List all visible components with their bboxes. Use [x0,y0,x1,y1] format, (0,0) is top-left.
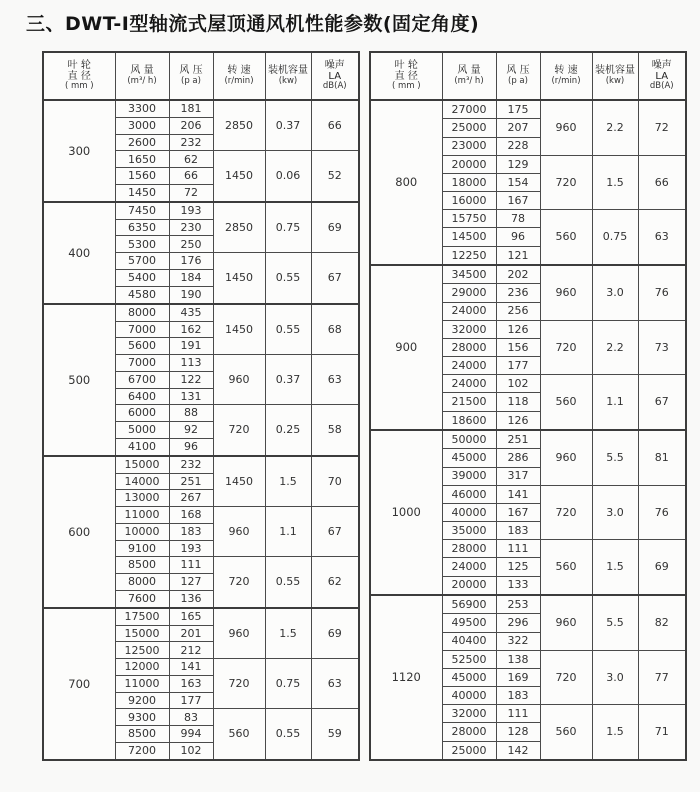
speed-cell: 2850 [213,100,265,151]
noise-cell: 76 [638,265,686,320]
noise-cell: 62 [311,557,359,608]
pressure-cell: 142 [496,741,540,760]
pressure-cell: 111 [496,705,540,723]
noise-cell: 66 [638,155,686,210]
speed-cell: 960 [540,100,592,155]
pressure-cell: 177 [169,692,213,709]
pressure-cell: 230 [169,219,213,236]
pressure-cell: 176 [169,253,213,270]
flow-cell: 24000 [442,558,496,576]
pressure-cell: 122 [169,371,213,388]
power-cell: 0.75 [592,210,638,265]
power-cell: 1.5 [592,540,638,595]
power-cell: 0.55 [265,557,311,608]
flow-cell: 7000 [115,321,169,338]
speed-cell: 1450 [213,456,265,507]
power-cell: 1.5 [592,705,638,760]
flow-cell: 16000 [442,192,496,210]
pressure-cell: 168 [169,507,213,524]
flow-cell: 12500 [115,642,169,659]
pressure-cell: 175 [496,100,540,119]
pressure-cell: 156 [496,338,540,356]
flow-cell: 45000 [442,668,496,686]
flow-cell: 7000 [115,355,169,372]
pressure-cell: 193 [169,202,213,219]
col-header-speed: 转 速 (r/min) [540,52,592,100]
pressure-cell: 154 [496,173,540,191]
power-cell: 0.55 [265,304,311,355]
left-table-body [43,100,359,760]
flow-cell: 7200 [115,742,169,760]
flow-cell: 32000 [442,705,496,723]
flow-cell: 25000 [442,119,496,137]
pressure-cell: 165 [169,608,213,625]
page-title: 三、DWT-I型轴流式屋顶通风机性能参数(固定角度) [26,13,480,35]
power-cell: 0.75 [265,202,311,253]
speed-cell: 960 [213,507,265,557]
flow-cell: 11000 [115,507,169,524]
flow-cell: 12250 [442,246,496,265]
pressure-cell: 167 [496,192,540,210]
flow-cell: 28000 [442,338,496,356]
flow-cell: 8500 [115,557,169,574]
pressure-cell: 183 [496,687,540,705]
flow-cell: 8000 [115,574,169,591]
flow-cell: 7450 [115,202,169,219]
pressure-cell: 228 [496,137,540,155]
pressure-cell: 183 [169,523,213,540]
flow-cell: 5400 [115,269,169,286]
flow-cell: 18000 [442,173,496,191]
diameter-cell: 1000 [370,430,442,595]
pressure-cell: 126 [496,411,540,430]
flow-cell: 5600 [115,338,169,355]
power-cell: 1.5 [592,155,638,210]
pressure-cell: 83 [169,709,213,726]
speed-cell: 560 [540,210,592,265]
power-cell: 1.5 [265,456,311,507]
pressure-cell: 206 [169,117,213,134]
pressure-cell: 136 [169,590,213,607]
diameter-cell: 400 [43,202,115,304]
noise-cell: 68 [311,304,359,355]
flow-cell: 4580 [115,286,169,303]
diameter-cell: 600 [43,456,115,608]
pressure-cell: 113 [169,355,213,372]
power-cell: 3.0 [592,265,638,320]
speed-cell: 720 [540,320,592,375]
speed-cell: 720 [540,650,592,705]
flow-cell: 5000 [115,422,169,439]
flow-cell: 25000 [442,741,496,760]
speed-cell: 2850 [213,202,265,253]
flow-cell: 24000 [442,375,496,393]
diameter-cell: 500 [43,304,115,456]
pressure-cell: 190 [169,286,213,303]
noise-cell: 67 [311,253,359,304]
pressure-cell: 129 [496,155,540,173]
power-cell: 1.1 [265,507,311,557]
power-cell: 3.0 [592,650,638,705]
speed-cell: 960 [540,595,592,650]
flow-cell: 17500 [115,608,169,625]
pressure-cell: 66 [169,168,213,185]
noise-cell: 67 [311,507,359,557]
table-row [43,304,359,321]
diameter-cell: 300 [43,100,115,202]
col-header-flow: 风 量 (m³/ h) [115,52,169,100]
col-header-noise: 噪声 LA dB(A) [638,52,686,100]
flow-cell: 5700 [115,253,169,270]
pressure-cell: 162 [169,321,213,338]
pressure-cell: 177 [496,357,540,375]
power-cell: 2.2 [592,320,638,375]
flow-cell: 18600 [442,411,496,430]
speed-cell: 960 [213,355,265,405]
pressure-cell: 250 [169,236,213,253]
pressure-cell: 163 [169,675,213,692]
right-performance-table [369,51,687,761]
power-cell: 2.2 [592,100,638,155]
speed-cell: 560 [213,709,265,760]
flow-cell: 2600 [115,134,169,151]
power-cell: 5.5 [592,595,638,650]
flow-cell: 3300 [115,100,169,117]
flow-cell: 21500 [442,393,496,411]
flow-cell: 32000 [442,320,496,338]
flow-cell: 40400 [442,632,496,650]
noise-cell: 72 [638,100,686,155]
table-row [43,100,359,117]
noise-cell: 77 [638,650,686,705]
noise-cell: 63 [311,659,359,709]
noise-cell: 58 [311,405,359,456]
speed-cell: 1450 [213,304,265,355]
flow-cell: 8500 [115,726,169,743]
pressure-cell: 251 [496,430,540,449]
pressure-cell: 141 [496,485,540,503]
speed-cell: 960 [213,608,265,659]
pressure-cell: 207 [496,119,540,137]
flow-cell: 50000 [442,430,496,449]
header-row [370,52,686,100]
noise-cell: 69 [311,202,359,253]
power-cell: 1.5 [265,608,311,659]
power-cell: 5.5 [592,430,638,485]
diameter-cell: 1120 [370,595,442,760]
pressure-cell: 183 [496,522,540,540]
speed-cell: 720 [540,485,592,540]
flow-cell: 15750 [442,210,496,228]
speed-cell: 720 [540,155,592,210]
flow-cell: 3000 [115,117,169,134]
power-cell: 0.55 [265,253,311,304]
pressure-cell: 138 [496,650,540,668]
flow-cell: 6000 [115,405,169,422]
noise-cell: 76 [638,485,686,540]
flow-cell: 11000 [115,675,169,692]
pressure-cell: 232 [169,134,213,151]
pressure-cell: 994 [169,726,213,743]
flow-cell: 9300 [115,709,169,726]
flow-cell: 28000 [442,723,496,741]
pressure-cell: 253 [496,595,540,614]
power-cell: 1.1 [592,375,638,430]
noise-cell: 82 [638,595,686,650]
pressure-cell: 127 [169,574,213,591]
tables-container [42,51,700,761]
diameter-cell: 800 [370,100,442,265]
diameter-cell: 700 [43,608,115,760]
table-row [370,100,686,119]
noise-cell: 81 [638,430,686,485]
pressure-cell: 202 [496,265,540,284]
pressure-cell: 267 [169,490,213,507]
noise-cell: 71 [638,705,686,760]
flow-cell: 1650 [115,151,169,168]
pressure-cell: 201 [169,625,213,642]
pressure-cell: 88 [169,405,213,422]
noise-cell: 66 [311,100,359,151]
flow-cell: 46000 [442,485,496,503]
flow-cell: 6400 [115,388,169,405]
flow-cell: 40000 [442,503,496,521]
flow-cell: 20000 [442,155,496,173]
pressure-cell: 133 [496,576,540,595]
table-row [43,608,359,625]
pressure-cell: 435 [169,304,213,321]
pressure-cell: 72 [169,184,213,201]
speed-cell: 1450 [213,151,265,202]
flow-cell: 35000 [442,522,496,540]
flow-cell: 9200 [115,692,169,709]
col-header-flow: 风 量 (m³/ h) [442,52,496,100]
speed-cell: 1450 [213,253,265,304]
left-performance-table [42,51,360,761]
flow-cell: 1450 [115,184,169,201]
flow-cell: 39000 [442,467,496,485]
pressure-cell: 128 [496,723,540,741]
flow-cell: 56900 [442,595,496,614]
speed-cell: 720 [213,557,265,608]
speed-cell: 720 [213,405,265,456]
diameter-cell: 900 [370,265,442,430]
pressure-cell: 184 [169,269,213,286]
pressure-cell: 256 [496,302,540,320]
pressure-cell: 181 [169,100,213,117]
table-row [370,595,686,614]
table-row [370,430,686,449]
power-cell: 0.06 [265,151,311,202]
flow-cell: 29000 [442,284,496,302]
col-header-diameter: 叶 轮 直 径 ( mm ) [43,52,115,100]
pressure-cell: 111 [169,557,213,574]
pressure-cell: 96 [169,438,213,455]
flow-cell: 23000 [442,137,496,155]
col-header-diameter: 叶 轮 直 径 ( mm ) [370,52,442,100]
noise-cell: 63 [311,355,359,405]
pressure-cell: 62 [169,151,213,168]
col-header-power: 装机容量 (kw) [592,52,638,100]
pressure-cell: 167 [496,503,540,521]
pressure-cell: 126 [496,320,540,338]
noise-cell: 67 [638,375,686,430]
flow-cell: 6700 [115,371,169,388]
pressure-cell: 121 [496,246,540,265]
noise-cell: 52 [311,151,359,202]
right-table-body [370,100,686,760]
table-row [43,456,359,473]
pressure-cell: 92 [169,422,213,439]
flow-cell: 45000 [442,449,496,467]
flow-cell: 15000 [115,625,169,642]
speed-cell: 560 [540,375,592,430]
col-header-noise: 噪声 LA dB(A) [311,52,359,100]
noise-cell: 59 [311,709,359,760]
table-row [370,265,686,284]
flow-cell: 40000 [442,687,496,705]
flow-cell: 24000 [442,357,496,375]
header-row [43,52,359,100]
pressure-cell: 78 [496,210,540,228]
flow-cell: 28000 [442,540,496,558]
speed-cell: 720 [213,659,265,709]
flow-cell: 14500 [442,228,496,246]
flow-cell: 20000 [442,576,496,595]
speed-cell: 960 [540,430,592,485]
flow-cell: 15000 [115,456,169,473]
right-table-header [370,52,686,100]
flow-cell: 34500 [442,265,496,284]
power-cell: 0.55 [265,709,311,760]
flow-cell: 13000 [115,490,169,507]
noise-cell: 70 [311,456,359,507]
flow-cell: 49500 [442,614,496,632]
col-header-speed: 转 速 (r/min) [213,52,265,100]
flow-cell: 14000 [115,473,169,490]
left-table-header [43,52,359,100]
pressure-cell: 102 [496,375,540,393]
pressure-cell: 131 [169,388,213,405]
pressure-cell: 236 [496,284,540,302]
pressure-cell: 169 [496,668,540,686]
flow-cell: 10000 [115,523,169,540]
flow-cell: 27000 [442,100,496,119]
power-cell: 0.25 [265,405,311,456]
pressure-cell: 232 [169,456,213,473]
noise-cell: 69 [311,608,359,659]
noise-cell: 69 [638,540,686,595]
flow-cell: 4100 [115,438,169,455]
col-header-power: 装机容量 (kw) [265,52,311,100]
flow-cell: 1560 [115,168,169,185]
pressure-cell: 251 [169,473,213,490]
pressure-cell: 322 [496,632,540,650]
power-cell: 3.0 [592,485,638,540]
flow-cell: 5300 [115,236,169,253]
pressure-cell: 317 [496,467,540,485]
speed-cell: 560 [540,540,592,595]
flow-cell: 52500 [442,650,496,668]
pressure-cell: 286 [496,449,540,467]
flow-cell: 7600 [115,590,169,607]
pressure-cell: 212 [169,642,213,659]
flow-cell: 6350 [115,219,169,236]
flow-cell: 12000 [115,659,169,676]
noise-cell: 63 [638,210,686,265]
flow-cell: 9100 [115,540,169,557]
pressure-cell: 141 [169,659,213,676]
col-header-pressure: 风 压 (p a) [496,52,540,100]
pressure-cell: 96 [496,228,540,246]
pressure-cell: 191 [169,338,213,355]
col-header-pressure: 风 压 (p a) [169,52,213,100]
pressure-cell: 111 [496,540,540,558]
pressure-cell: 118 [496,393,540,411]
pressure-cell: 102 [169,742,213,760]
flow-cell: 8000 [115,304,169,321]
pressure-cell: 125 [496,558,540,576]
pressure-cell: 193 [169,540,213,557]
speed-cell: 560 [540,705,592,760]
table-row [43,202,359,219]
power-cell: 0.37 [265,355,311,405]
power-cell: 0.37 [265,100,311,151]
flow-cell: 24000 [442,302,496,320]
pressure-cell: 296 [496,614,540,632]
power-cell: 0.75 [265,659,311,709]
speed-cell: 960 [540,265,592,320]
noise-cell: 73 [638,320,686,375]
